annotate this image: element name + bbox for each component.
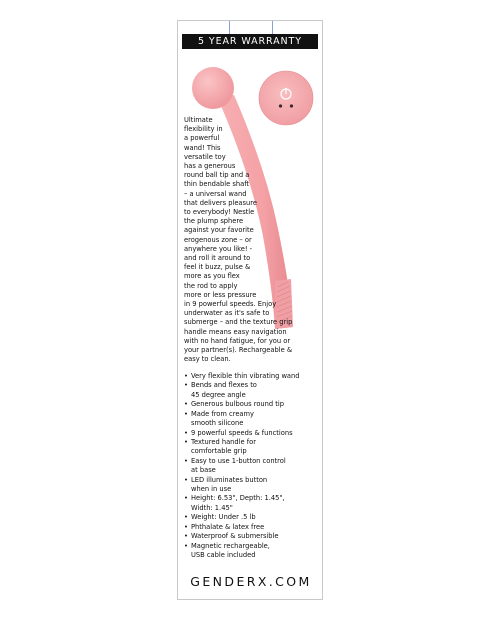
- feature-text: USB cable included: [191, 550, 256, 559]
- feature-item: [184, 410, 322, 429]
- feature-text: • LED illuminates button: [191, 475, 268, 484]
- description-line: easy to clean.: [184, 355, 231, 364]
- description-line: more or less pressure: [184, 290, 257, 299]
- feature-item: [184, 542, 322, 561]
- description-line: thin bendable shaft: [184, 180, 250, 189]
- description-line: anywhere you like! -: [184, 244, 253, 253]
- warranty-banner: 5 YEAR WARRANTY: [182, 34, 318, 49]
- feature-item: [184, 400, 322, 409]
- description-line: underwater as it's safe to: [184, 309, 270, 318]
- feature-item: [184, 476, 322, 495]
- feature-text: • Magnetic rechargeable,: [191, 541, 270, 550]
- feature-item: [184, 429, 322, 438]
- description-line: handle means easy navigation: [184, 327, 287, 336]
- feature-text: when in use: [191, 484, 232, 493]
- description-line: against your favorite: [184, 226, 254, 235]
- feature-text: • Very flexible thin vibrating wand: [191, 372, 300, 380]
- wand-ball-tip: [192, 67, 234, 109]
- description-line: submerge – and the texture grip: [184, 318, 293, 327]
- description-line: round ball tip and a: [184, 171, 250, 180]
- feature-item: [184, 513, 322, 522]
- charging-dot: [279, 104, 282, 107]
- description-line: in 9 powerful speeds. Enjoy: [184, 300, 277, 309]
- description-line: a powerful: [184, 134, 220, 143]
- feature-text: • Bends and flexes to: [191, 381, 257, 390]
- brand-url: GENDERX.COM: [190, 574, 312, 589]
- description-line: wand! This: [184, 143, 221, 152]
- fold-guide-mark: [229, 21, 230, 35]
- feature-text: • Textured handle for: [191, 438, 256, 447]
- description-line: the rod to apply: [184, 281, 238, 290]
- feature-item: [184, 457, 322, 476]
- feature-text: at base: [191, 466, 216, 475]
- feature-text: smooth silicone: [191, 419, 244, 428]
- feature-text: • Weight: Under .5 lb: [191, 513, 256, 522]
- description-line: with no hand fatigue, for you or: [184, 336, 291, 345]
- description-line: versatile toy: [184, 152, 226, 161]
- feature-text: • 9 powerful speeds & functions: [191, 428, 293, 437]
- description-line: your partner(s). Rechargeable &: [184, 346, 293, 355]
- feature-item: [184, 494, 322, 513]
- feature-text: Width: 1.45": [191, 503, 233, 512]
- description-line: that delivers pleasure: [184, 198, 257, 207]
- charging-dot: [290, 104, 293, 107]
- description-line: flexibility in: [184, 125, 223, 134]
- description-line: and roll it around to: [184, 254, 251, 263]
- fold-guide-mark: [272, 21, 273, 35]
- description-line: – a universal wand: [184, 189, 247, 198]
- feature-text: • Made from creamy: [191, 409, 255, 418]
- packaging-panel: [177, 20, 323, 600]
- description-line: erogenous zone – or: [184, 235, 252, 244]
- description-line: the plump sphere: [184, 217, 244, 226]
- feature-item: [184, 372, 322, 381]
- feature-item: [184, 381, 322, 400]
- feature-item: [184, 438, 322, 457]
- description-line: more as you flex: [184, 272, 240, 281]
- feature-text: • Phthalate & latex free: [191, 522, 265, 531]
- feature-text: 45 degree angle: [191, 390, 246, 399]
- feature-text: comfortable grip: [191, 447, 247, 456]
- description-line: Ultimate: [184, 116, 213, 124]
- feature-text: • Easy to use 1-button control: [191, 456, 286, 465]
- description-line: to everybody! Nestle: [184, 208, 255, 217]
- feature-text: • Generous bulbous round tip: [191, 400, 284, 409]
- feature-text: • Height: 6.53", Depth: 1.45",: [191, 494, 285, 503]
- feature-list: [184, 372, 322, 560]
- description-line: feel it buzz, pulse &: [184, 263, 251, 272]
- feature-item: [184, 532, 322, 541]
- feature-item: [184, 523, 322, 532]
- feature-text: • Waterproof & submersible: [191, 532, 279, 541]
- description-line: has a generous: [184, 162, 236, 171]
- product-description: [184, 116, 322, 364]
